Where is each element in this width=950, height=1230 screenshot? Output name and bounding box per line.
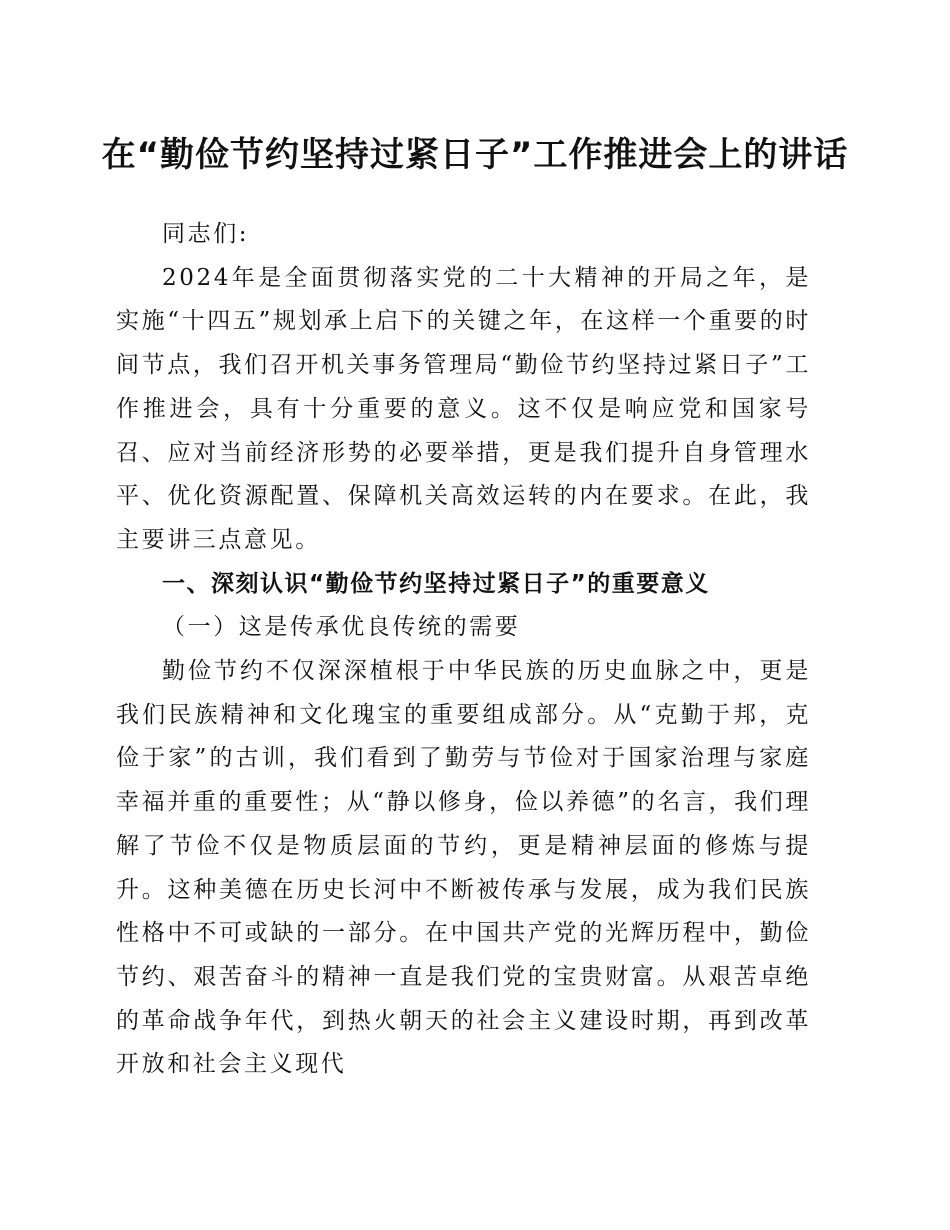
salutation: 同志们: [162,221,250,247]
intro-paragraph: 2024年是全面贯彻落实党的二十大精神的开局之年，是实施“十四五”规划承上启下的关键之年，在这样一个重要的时间节点，我们召开机关事务管理局“勤俭节约坚持过紧日子”工作推进会，具有十分重要的意义。这不仅是响应党和国家号召、应对当前经济形势的必要举措，更是我们提升自身管理水平、优化资源配置、保障机关高效运转的内在要求。在此，我主要讲三点意见。 [116,264,811,553]
subsection-heading: （一）这是传承优良传统的需要 [162,614,521,641]
document-title: 在“勤俭节约坚持过紧日子”工作推进会上的讲话 [101,135,849,175]
body-paragraph: 勤俭节约不仅深深植根于中华民族的历史血脉之中，更是我们民族精神和文化瑰宝的重要组成部分。从“克勤于邦，克俭于家”的古训，我们看到了勤劳与节俭对于国家治理与家庭幸福并重的重要性；从“静以修身，俭以养德”的名言，我们理解了节俭不仅是物质层面的节约，更是精神层面的修炼与提升。这种美德在历史长河中不断被传承与发展，成为我们民族性格中不可或缺的一部分。在中国共产党的光辉历程中，勤俭节约、艰苦奋斗的精神一直是我们党的宝贵财富。从艰苦卓绝的革命战争年代，到热火朝天的社会主义建设时期，再到改革开放和社会主义现代 [116,658,811,1078]
section-heading: 一、深刻认识“勤俭节约坚持过紧日子”的重要意义 [162,570,710,597]
document-body [116,213,811,1087]
